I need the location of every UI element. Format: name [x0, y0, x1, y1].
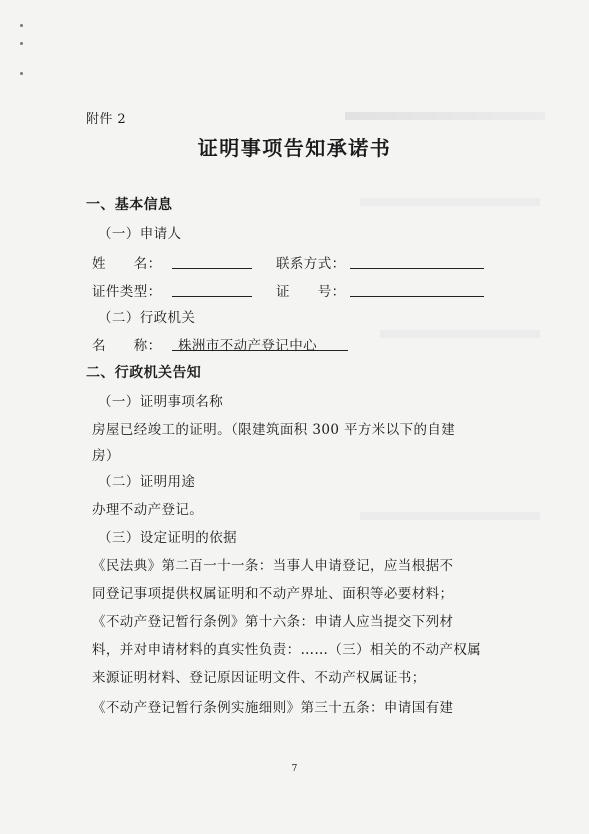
- page-number: 7: [291, 764, 298, 774]
- authority-name-blank: [172, 350, 348, 351]
- attachment-label: 附件 2: [86, 112, 127, 127]
- basis-p2-line1: 《不动产登记暂行条例》第十六条：申请人应当提交下列材: [92, 614, 454, 630]
- basis-p3-line1: 《不动产登记暂行条例实施细则》第三十五条：申请国有建: [92, 700, 454, 716]
- section-heading-basic-info: 一、基本信息: [86, 197, 173, 213]
- basis-p2-line3: 来源证明材料、登记原因证明文件、不动产权属证书；: [92, 670, 426, 686]
- contact-label: 联系方式：: [276, 256, 346, 272]
- basis-p1-line1: 《民法典》第二百一十一条：当事人申请登记，应当根据不: [92, 558, 454, 574]
- item2-text: 办理不动产登记。: [92, 502, 204, 518]
- scan-mark: [20, 42, 23, 45]
- authority-name-label: 名 称：: [92, 338, 162, 354]
- scan-mark: [20, 24, 23, 27]
- bleed-through: [360, 512, 540, 520]
- id-type-blank: [172, 296, 252, 297]
- section-heading-notice: 二、行政机关告知: [86, 365, 202, 381]
- basis-p1-line2: 同登记事项提供权属证明和不动产界址、面积等必要材料；: [92, 586, 454, 602]
- id-no-label: 证 号：: [276, 284, 346, 300]
- authority-heading: （二）行政机关: [98, 310, 196, 326]
- bleed-through: [345, 112, 545, 120]
- name-label: 姓 名：: [92, 256, 162, 272]
- page-title: 证明事项告知承诺书: [197, 136, 392, 160]
- name-blank: [172, 268, 252, 269]
- authority-name-value: 株洲市不动产登记中心: [178, 338, 317, 354]
- item3-heading: （三）设定证明的依据: [98, 530, 237, 546]
- item2-heading: （二）证明用途: [98, 474, 196, 490]
- item1-heading: （一）证明事项名称: [98, 394, 224, 410]
- id-type-label: 证件类型：: [92, 284, 162, 300]
- id-no-blank: [350, 296, 484, 297]
- contact-blank: [350, 268, 484, 269]
- item1-line2: 房）: [92, 448, 120, 464]
- basis-p2-line2: 料，并对申请材料的真实性负责：……（三）相关的不动产权属: [92, 642, 482, 658]
- applicant-heading: （一）申请人: [98, 226, 182, 242]
- bleed-through: [360, 198, 540, 206]
- item1-line1: 房屋已经竣工的证明。（限建筑面积 300 平方米以下的自建: [92, 422, 456, 438]
- bleed-through: [380, 330, 540, 338]
- scan-mark: [20, 72, 23, 75]
